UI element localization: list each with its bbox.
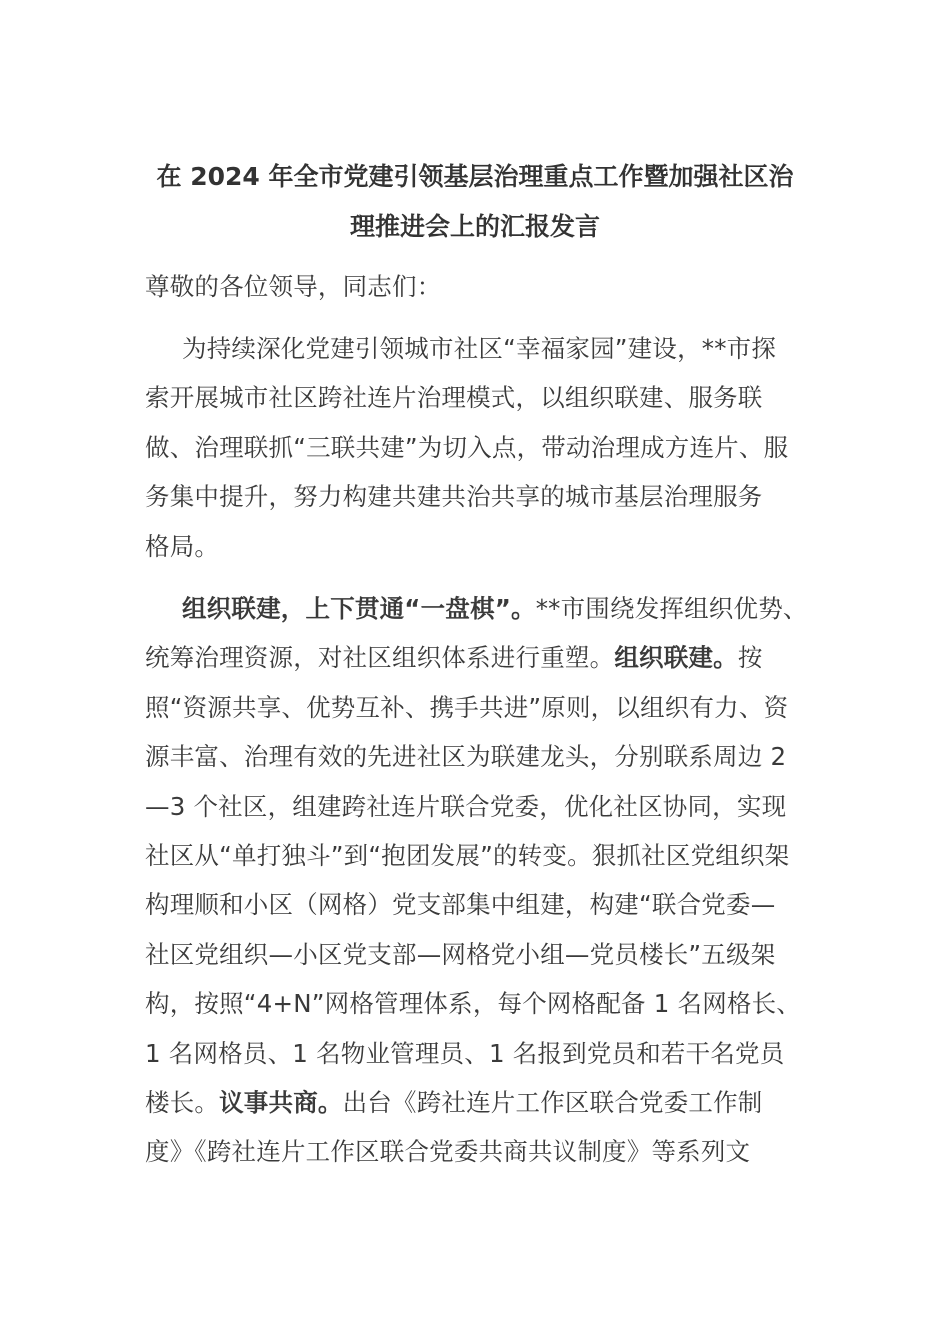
paragraph-line: 社区党组织—小区党支部—网格党小组—党员楼长”五级架 [145,939,776,969]
paragraph-line: 为持续深化党建引领城市社区“幸福家园”建设，**市探 [182,334,777,363]
paragraph-line: 源丰富、治理有效的先进社区为联建龙头，分别联系周边 2 [145,742,787,772]
paragraph-text: 按 [737,643,763,673]
paragraph-text: 出台《跨社连片工作区联合党委工作制 [342,1087,763,1117]
paragraph-line: 社区从“单打独斗”到“抱团发展”的转变。狠抓社区党组织架 [145,840,790,870]
paragraph-line [145,1078,825,1127]
salutation [145,262,825,311]
paragraph-line: 度》《跨社连片工作区联合党委共商共议制度》等系列文 [145,1137,751,1167]
paragraph-line [145,584,825,633]
paragraph-line: 构理顺和小区（网格）党支部集中组建，构建“联合党委— [145,890,776,920]
title-line-2: 理推进会上的汇报发言 [349,212,600,241]
paragraph-text: 楼长。 [145,1087,220,1117]
subsection-heading: 议事共商。 [219,1087,343,1117]
paragraph-intro [145,324,825,571]
document-title [145,152,805,252]
paragraph-line: 索开展城市社区跨社连片治理模式，以组织联建、服务联 [145,383,763,413]
paragraph-line: 构，按照“4+N”网格管理体系，每个网格配备 1 名网格长、 [145,989,801,1019]
paragraph-line: 1 名网格员、1 名物业管理员、1 名报到党员和若干名党员 [145,1038,785,1068]
paragraph-line [145,633,825,682]
paragraph-line: 做、治理联抓“三联共建”为切入点，带动治理成方连片、服 [145,432,789,462]
paragraph-text: **市围绕发挥组织优势、 [535,594,808,623]
paragraph-line: 照“资源共享、优势互补、携手共进”原则，以组织有力、资 [145,692,789,722]
paragraph-line: 务集中提升，努力构建共建共治共享的城市基层治理服务 [145,482,763,512]
salutation-text: 尊敬的各位领导，同志们： [145,272,442,301]
title-line-1: 在 2024 年全市党建引领基层治理重点工作暨加强社区治 [156,162,794,191]
paragraph-organization [145,584,825,1177]
subsection-heading: 组织联建。 [614,643,738,673]
paragraph-line: —3 个社区，组建跨社连片联合党委，优化社区协同，实现 [145,791,787,821]
paragraph-text: 统筹治理资源，对社区组织体系进行重塑。 [145,643,615,673]
section-heading: 组织联建，上下贯通“一盘棋”。 [182,594,536,623]
paragraph-line: 格局。 [145,531,220,561]
